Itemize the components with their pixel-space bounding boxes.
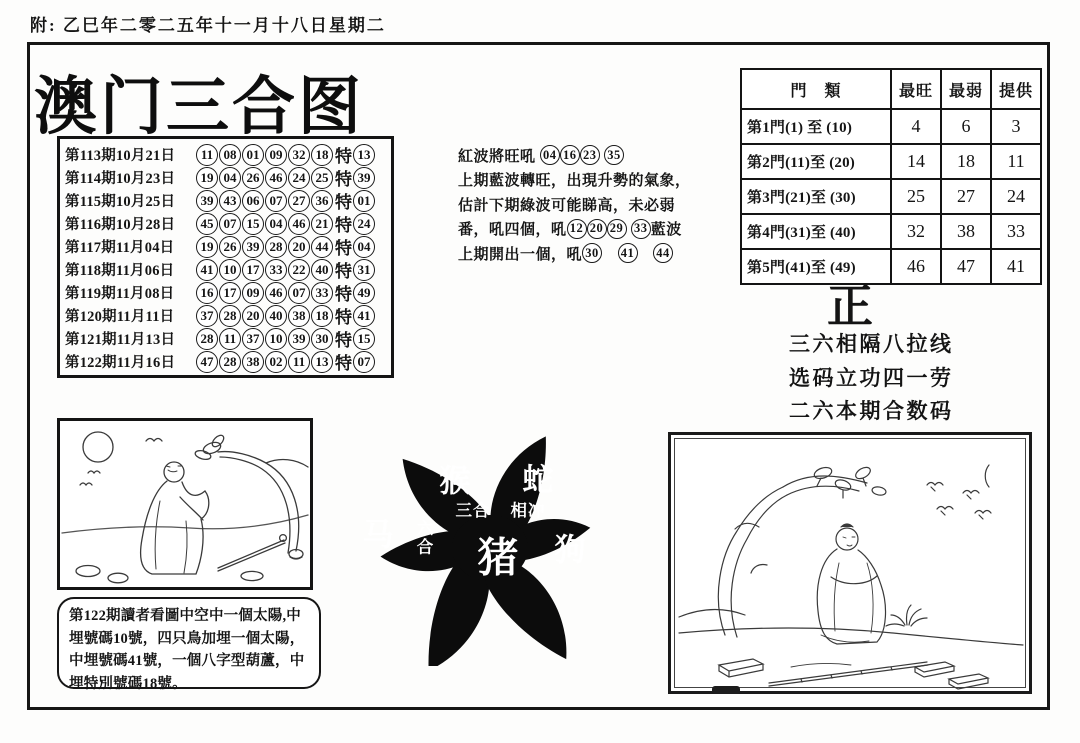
grass-drawing bbox=[886, 605, 927, 626]
gate-value-cell: 38 bbox=[941, 214, 991, 249]
staff-drawing bbox=[218, 535, 303, 571]
number-circle: 33 bbox=[311, 282, 333, 304]
result-row bbox=[65, 281, 386, 304]
result-row bbox=[65, 304, 386, 327]
number-circle: 01 bbox=[242, 144, 264, 166]
commentary-text: 上期藍波轉旺，出現升勢的氣象， bbox=[458, 173, 691, 190]
special-circle: 13 bbox=[353, 144, 375, 166]
number-circle: 20 bbox=[242, 305, 264, 327]
number-circle: 18 bbox=[311, 144, 333, 166]
result-row bbox=[65, 327, 386, 350]
number-circle: 09 bbox=[242, 282, 264, 304]
result-row bbox=[65, 258, 386, 281]
number-circle: 38 bbox=[242, 351, 264, 373]
slogan-line: 二六本期合数码 bbox=[789, 399, 954, 423]
gate-value-cell: 6 bbox=[941, 109, 991, 144]
number-circle: 44 bbox=[653, 243, 673, 263]
number-circle: 30 bbox=[311, 328, 333, 350]
gate-header-cell: 門 類 bbox=[741, 69, 891, 109]
period-label: 第113期10月21日 bbox=[65, 148, 176, 164]
period-label: 第119期11月08日 bbox=[65, 286, 175, 302]
number-circle: 33 bbox=[265, 259, 287, 281]
gate-header-cell: 最旺 bbox=[891, 69, 941, 109]
gate-table bbox=[740, 68, 1042, 285]
gate-value-cell: 11 bbox=[991, 144, 1041, 179]
zheng-mark: 正 bbox=[827, 281, 873, 332]
xiangchong-label: 相冲 bbox=[510, 501, 546, 520]
bird-icon bbox=[88, 471, 100, 473]
mound-line bbox=[679, 609, 745, 617]
number-circle: 11 bbox=[219, 328, 241, 350]
number-circle: 33 bbox=[631, 219, 651, 239]
te-label: 特 bbox=[335, 170, 352, 189]
number-circle: 30 bbox=[582, 243, 602, 263]
zodiac-dog-label: 狗 bbox=[554, 532, 586, 568]
gate-label-cell: 第4門(31)至 (40) bbox=[741, 214, 891, 249]
commentary-block bbox=[458, 143, 720, 266]
period-label: 第121期11月13日 bbox=[65, 332, 176, 348]
commentary-text: 估計下期綠波可能睇高，未必弱 bbox=[458, 197, 676, 214]
number-circle: 06 bbox=[242, 190, 264, 212]
number-circle: 39 bbox=[242, 236, 264, 258]
book-drawing bbox=[719, 659, 988, 689]
result-row bbox=[65, 235, 386, 258]
number-circle: 10 bbox=[265, 328, 287, 350]
number-circle: 47 bbox=[196, 351, 218, 373]
te-label: 特 bbox=[335, 147, 352, 166]
gate-value-cell: 4 bbox=[891, 109, 941, 144]
number-circle: 07 bbox=[288, 282, 310, 304]
number-circle: 21 bbox=[311, 213, 333, 235]
period-label: 第118期11月06日 bbox=[65, 263, 175, 279]
number-circle: 45 bbox=[196, 213, 218, 235]
left-illustration-box bbox=[57, 418, 313, 590]
zodiac-horse-label: 马 bbox=[362, 517, 394, 553]
number-circle: 24 bbox=[288, 167, 310, 189]
slogan-line: 选码立功四一劳 bbox=[789, 365, 954, 390]
period-label: 第120期11月11日 bbox=[65, 309, 175, 325]
number-circle: 36 bbox=[311, 190, 333, 212]
special-circle: 41 bbox=[353, 305, 375, 327]
number-circle: 07 bbox=[265, 190, 287, 212]
gate-value-cell: 46 bbox=[891, 249, 941, 284]
number-circle: 40 bbox=[265, 305, 287, 327]
gate-row bbox=[741, 109, 1041, 144]
gate-row bbox=[741, 214, 1041, 249]
special-circle: 04 bbox=[353, 236, 375, 258]
commentary-line bbox=[458, 143, 720, 168]
number-circle: 15 bbox=[242, 213, 264, 235]
number-circle: 46 bbox=[265, 282, 287, 304]
number-circle: 07 bbox=[219, 213, 241, 235]
te-label: 特 bbox=[335, 262, 352, 281]
number-circle: 29 bbox=[607, 219, 627, 239]
bird-icon bbox=[146, 439, 162, 442]
gate-value-cell: 14 bbox=[891, 144, 941, 179]
number-circle: 28 bbox=[196, 328, 218, 350]
special-circle: 01 bbox=[353, 190, 375, 212]
gate-row bbox=[741, 144, 1041, 179]
number-circle: 41 bbox=[196, 259, 218, 281]
te-label: 特 bbox=[335, 285, 352, 304]
zodiac-monkey-label: 猴 bbox=[439, 463, 471, 499]
zodiac-snake-label: 蛇 bbox=[522, 462, 554, 498]
commentary-text: 藍波 bbox=[650, 222, 682, 239]
number-circle: 46 bbox=[288, 213, 310, 235]
number-circle: 43 bbox=[219, 190, 241, 212]
te-label: 特 bbox=[335, 216, 352, 235]
result-row bbox=[65, 143, 386, 166]
number-circle: 16 bbox=[196, 282, 218, 304]
special-circle: 49 bbox=[353, 282, 375, 304]
gate-value-cell: 3 bbox=[991, 109, 1041, 144]
liuhe-label: 六合 bbox=[414, 519, 433, 557]
special-circle: 24 bbox=[353, 213, 375, 235]
number-circle: 20 bbox=[288, 236, 310, 258]
gate-value-cell: 27 bbox=[941, 179, 991, 214]
number-circle: 28 bbox=[219, 305, 241, 327]
te-label: 特 bbox=[335, 354, 352, 373]
number-circle: 28 bbox=[265, 236, 287, 258]
masthead-date: 附: 乙巳年二零二五年十一月十八日星期二 bbox=[30, 16, 386, 35]
page-title: 澳门三合图 bbox=[34, 72, 364, 142]
number-circle: 04 bbox=[540, 145, 560, 165]
te-label: 特 bbox=[335, 239, 352, 258]
gate-value-cell: 18 bbox=[941, 144, 991, 179]
tree-drawing bbox=[718, 465, 886, 637]
te-label: 特 bbox=[335, 308, 352, 327]
number-circle: 37 bbox=[242, 328, 264, 350]
number-circle: 38 bbox=[288, 305, 310, 327]
number-circle: 08 bbox=[219, 144, 241, 166]
stick-drawing bbox=[769, 662, 928, 686]
commentary-text bbox=[602, 243, 618, 264]
result-row bbox=[65, 189, 386, 212]
number-circle: 27 bbox=[288, 190, 310, 212]
gate-value-cell: 41 bbox=[991, 249, 1041, 284]
number-circle: 44 bbox=[311, 236, 333, 258]
commentary-line bbox=[458, 241, 720, 266]
number-circle: 32 bbox=[288, 144, 310, 166]
number-circle: 41 bbox=[618, 243, 638, 263]
sanhe-label: 三合 bbox=[455, 501, 491, 520]
reader-note-box bbox=[57, 597, 321, 692]
sage-illustration bbox=[60, 421, 310, 587]
period-label: 第122期11月16日 bbox=[65, 355, 176, 371]
result-row bbox=[65, 166, 386, 189]
special-circle: 07 bbox=[353, 351, 375, 373]
gate-label-cell: 第1門(1) 至 (10) bbox=[741, 109, 891, 144]
slogan-line: 三六相隔八拉线 bbox=[789, 332, 954, 356]
bird-icon bbox=[80, 483, 92, 485]
result-row bbox=[65, 350, 386, 373]
number-circle: 23 bbox=[580, 145, 600, 165]
number-circle: 10 bbox=[219, 259, 241, 281]
period-label: 第115期10月25日 bbox=[65, 194, 176, 210]
number-circle: 39 bbox=[196, 190, 218, 212]
number-circle: 04 bbox=[265, 213, 287, 235]
number-circle: 25 bbox=[311, 167, 333, 189]
number-circle: 40 bbox=[311, 259, 333, 281]
period-label: 第116期10月28日 bbox=[65, 217, 176, 233]
gate-header-cell: 提供 bbox=[991, 69, 1041, 109]
bird-icon bbox=[927, 483, 991, 520]
commentary-text: 番，吼四個，吼 bbox=[458, 222, 567, 239]
moon-icon bbox=[985, 465, 989, 487]
gate-header-cell: 最弱 bbox=[941, 69, 991, 109]
gate-table-header bbox=[741, 69, 1041, 109]
number-circle: 11 bbox=[196, 144, 218, 166]
number-circle: 09 bbox=[265, 144, 287, 166]
number-circle: 35 bbox=[604, 145, 624, 165]
gate-value-cell: 25 bbox=[891, 179, 941, 214]
commentary-text: 上期開出一個，吼 bbox=[458, 246, 583, 263]
kneeling-man-figure bbox=[817, 524, 885, 644]
commentary-text bbox=[638, 243, 654, 264]
number-circle: 11 bbox=[288, 351, 310, 373]
number-circle: 26 bbox=[242, 167, 264, 189]
result-row bbox=[65, 212, 386, 235]
right-illustration-box bbox=[668, 432, 1032, 694]
number-circle: 26 bbox=[219, 236, 241, 258]
period-label: 第114期10月23日 bbox=[65, 171, 176, 187]
gate-label-cell: 第5門(41)至 (49) bbox=[741, 249, 891, 284]
number-circle: 17 bbox=[242, 259, 264, 281]
gate-label-cell: 第2門(11)至 (20) bbox=[741, 144, 891, 179]
sage-figure bbox=[141, 462, 209, 574]
number-circle: 19 bbox=[196, 167, 218, 189]
horizon-line bbox=[62, 515, 308, 533]
gate-value-cell: 33 bbox=[991, 214, 1041, 249]
gate-label-cell: 第3門(21)至 (30) bbox=[741, 179, 891, 214]
number-circle: 39 bbox=[288, 328, 310, 350]
results-table bbox=[57, 136, 394, 378]
tree-drawing bbox=[194, 433, 308, 553]
commentary-line bbox=[458, 168, 720, 193]
special-circle: 39 bbox=[353, 167, 375, 189]
commentary-line bbox=[458, 192, 720, 217]
number-circle: 18 bbox=[311, 305, 333, 327]
commentary-text: 紅波將旺吼 bbox=[458, 148, 540, 165]
number-circle: 13 bbox=[311, 351, 333, 373]
number-circle: 22 bbox=[288, 259, 310, 281]
number-circle: 20 bbox=[587, 219, 607, 239]
sun-icon bbox=[83, 432, 113, 462]
number-circle: 28 bbox=[219, 351, 241, 373]
gate-value-cell: 47 bbox=[941, 249, 991, 284]
gate-value-cell: 32 bbox=[891, 214, 941, 249]
number-circle: 16 bbox=[560, 145, 580, 165]
te-label: 特 bbox=[335, 193, 352, 212]
number-circle: 04 bbox=[219, 167, 241, 189]
te-label: 特 bbox=[335, 331, 352, 350]
commentary-line bbox=[458, 217, 720, 242]
number-circle: 37 bbox=[196, 305, 218, 327]
period-label: 第117期11月04日 bbox=[65, 240, 175, 256]
zodiac-pig-label: 猪 bbox=[477, 534, 519, 581]
reader-note-text: 第122期讀者看圖中空中一個太陽,中埋號碼10號，四只鳥加埋一個太陽，中埋號碼41號，一個八字型葫蘆，中埋特別號碼18號。 bbox=[69, 608, 305, 692]
number-circle: 19 bbox=[196, 236, 218, 258]
gate-row bbox=[741, 179, 1041, 214]
ink-smudge bbox=[712, 686, 740, 694]
special-circle: 15 bbox=[353, 328, 375, 350]
number-circle: 02 bbox=[265, 351, 287, 373]
number-circle: 12 bbox=[567, 219, 587, 239]
zodiac-flower bbox=[342, 408, 638, 666]
number-circle: 17 bbox=[219, 282, 241, 304]
kneeling-man-illustration bbox=[671, 435, 1029, 691]
number-circle: 46 bbox=[265, 167, 287, 189]
gate-row bbox=[741, 249, 1041, 284]
special-circle: 31 bbox=[353, 259, 375, 281]
gate-value-cell: 24 bbox=[991, 179, 1041, 214]
